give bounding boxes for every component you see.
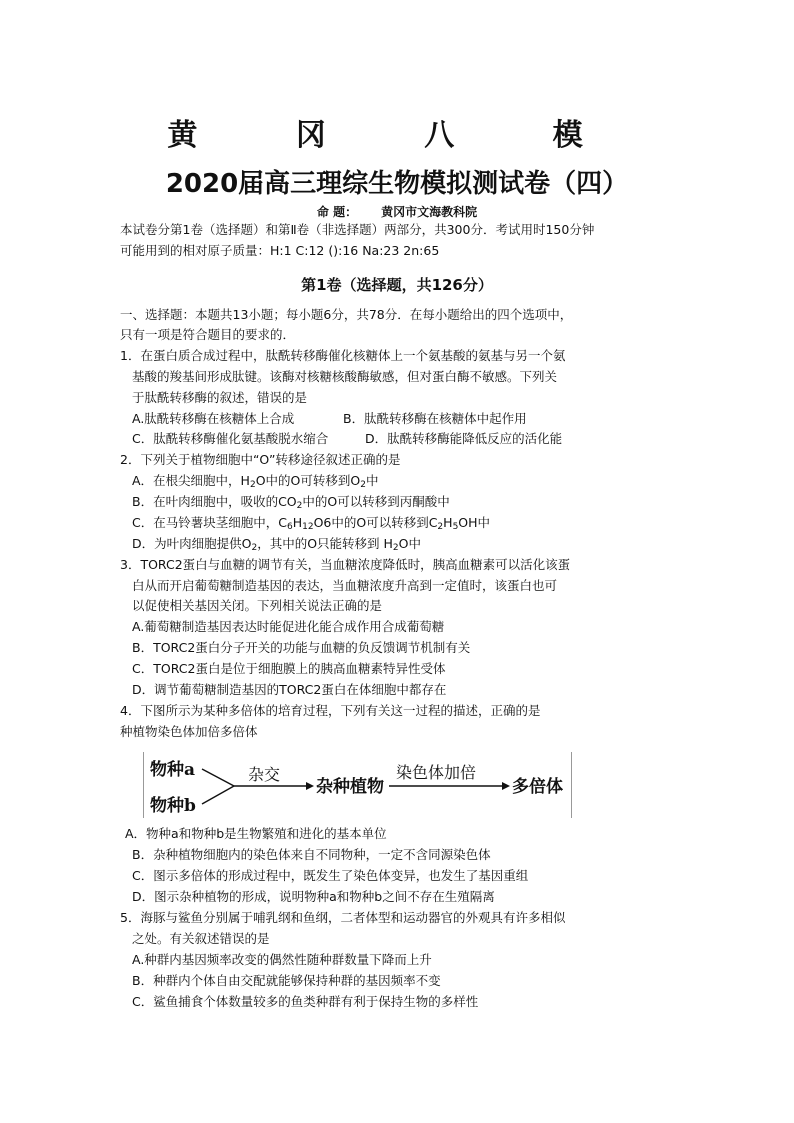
- q3-stem-3: 以促使相关基因关闭。下列相关说法正确的是: [132, 598, 383, 613]
- instructions-line-2: 只有一项是符合题目的要求的．: [120, 327, 296, 342]
- intro-line-2: 可能用到的相对原子质量：H:1 C:12 ():16 Na:23 2n:65: [120, 243, 440, 258]
- paper-subtitle: 2020届高三理综生物模拟测试卷（四）: [165, 169, 629, 199]
- q1-option-c: C．肽酰转移酶催化氨基酸脱水缩合: [132, 431, 329, 446]
- section-title: 第1卷（选择题，共126分）: [301, 276, 493, 294]
- q3-stem-2: 白从而开启葡萄糖制造基因的表达，当血糖浓度升高到一定值时，该蛋白也可: [132, 578, 558, 593]
- diagram-hybridize-label: 杂交: [248, 765, 281, 784]
- q4-option-b: B．杂种植物细胞内的染色体来自不同物种，一定不含同源染色体: [132, 847, 491, 862]
- diagram-species-b: 物种b: [150, 796, 196, 816]
- diagram-double-label: 染色体加倍: [396, 763, 477, 782]
- q5-option-b: B．种群内个体自由交配就能够保持种群的基因频率不变: [132, 973, 441, 988]
- q5-option-a: A.种群内基因频率改变的偶然性随种群数量下降而上升: [132, 952, 432, 967]
- q4-option-a: A．物种a和物种b是生物繁殖和进化的基本单位: [125, 826, 387, 841]
- q4-option-d: D．图示杂种植物的形成，说明物种a和物种b之间不存在生殖隔离: [132, 889, 495, 904]
- q1-option-a: A.肽酰转移酶在核糖体上合成: [132, 411, 295, 426]
- intro-line-1: 本试卷分第1卷（选择题）和第Ⅱ卷（非选择题）两部分，共300分．考试用时150分钟: [120, 222, 595, 237]
- q2-stem: 2．下列关于植物细胞中“O”转移途径叙述正确的是: [120, 452, 401, 467]
- q3-stem-1: 3．TORC2蛋白与血糖的调节有关，当血糖浓度降低时，胰高血糖素可以活化该蛋: [120, 557, 571, 572]
- instructions-line-1: 一、选择题：本题共13小题；每小题6分，共78分．在每小题给出的四个选项中，: [120, 307, 573, 322]
- q1-stem-1: 1．在蛋白质合成过程中，肽酰转移酶催化核糖体上一个氨基酸的氨基与另一个氨: [120, 348, 566, 363]
- q2-option-c: C．在马铃薯块茎细胞中，$C_6H_{12}O6$中的O可以转移到$C_2H_5OH$中: [132, 515, 491, 532]
- q3-option-d: D．调节葡萄糖制造基因的TORC2蛋白在体细胞中都存在: [132, 682, 447, 697]
- q2-option-a: A．在根尖细胞中，$H_2O$中的O可转移到$O_2$中: [132, 473, 379, 490]
- author-label: 命 题：: [316, 205, 358, 219]
- q2-option-b: B．在叶肉细胞中，吸收的$CO_2$中的O可以转移到丙酮酸中: [132, 494, 450, 511]
- diagram-species-a: 物种a: [150, 760, 196, 780]
- q3-option-c: C．TORC2蛋白是位于细胞膜上的胰高血糖素特异性受体: [132, 661, 446, 676]
- q1-option-b: B．肽酰转移酶在核糖体中起作用: [343, 411, 527, 426]
- q1-stem-3: 于肽酰转移酶的叙述，错误的是: [132, 390, 308, 405]
- q4-option-c: C．图示多倍体的形成过程中，既发生了染色体变异，也发生了基因重组: [132, 868, 529, 883]
- q3-option-a: A.葡萄糖制造基因表达时能促进化能合成作用合成葡萄糖: [132, 619, 445, 634]
- q5-stem-2: 之处。有关叙述错误的是: [132, 931, 270, 946]
- page-title: 黄 冈 八 模: [167, 118, 627, 153]
- q5-option-c: C．鲨鱼捕食个体数量较多的鱼类种群有利于保持生物的多样性: [132, 994, 479, 1009]
- q3-option-b: B．TORC2蛋白分子开关的功能与血糖的负反馈调节机制有关: [132, 640, 471, 655]
- diagram-branch-b: [202, 786, 234, 804]
- diagram-arrowhead-1: [306, 782, 314, 790]
- diagram-hybrid-plant: 杂种植物: [316, 777, 384, 797]
- diagram-arrowhead-2: [502, 782, 510, 790]
- polyploid-breeding-diagram: [143, 752, 572, 818]
- q5-stem-1: 5．海豚与鲨鱼分别属于哺乳纲和鱼纲，二者体型和运动器官的外观具有许多相似: [120, 910, 566, 925]
- author-name: 黄冈市文海教科院: [381, 205, 478, 219]
- q1-stem-2: 基酸的羧基间形成肽键。该酶对核糖核酸酶敏感，但对蛋白酶不敏感。下列关: [132, 369, 558, 384]
- q4-diagram-alt-text: 种植物染色体加倍多倍体: [120, 724, 258, 739]
- diagram-polyploid: 多倍体: [512, 777, 563, 797]
- q4-stem: 4．下图所示为某种多倍体的培育过程，下列有关这一过程的描述，正确的是: [120, 703, 541, 718]
- q2-option-d: D．为叶肉细胞提供$O_2$，其中的O只能转移到 $H_2O$中: [132, 536, 421, 553]
- diagram-branch-a: [202, 769, 234, 786]
- q1-option-d: D．肽酰转移酶能降低反应的活化能: [365, 431, 563, 446]
- author-line: [0, 203, 794, 220]
